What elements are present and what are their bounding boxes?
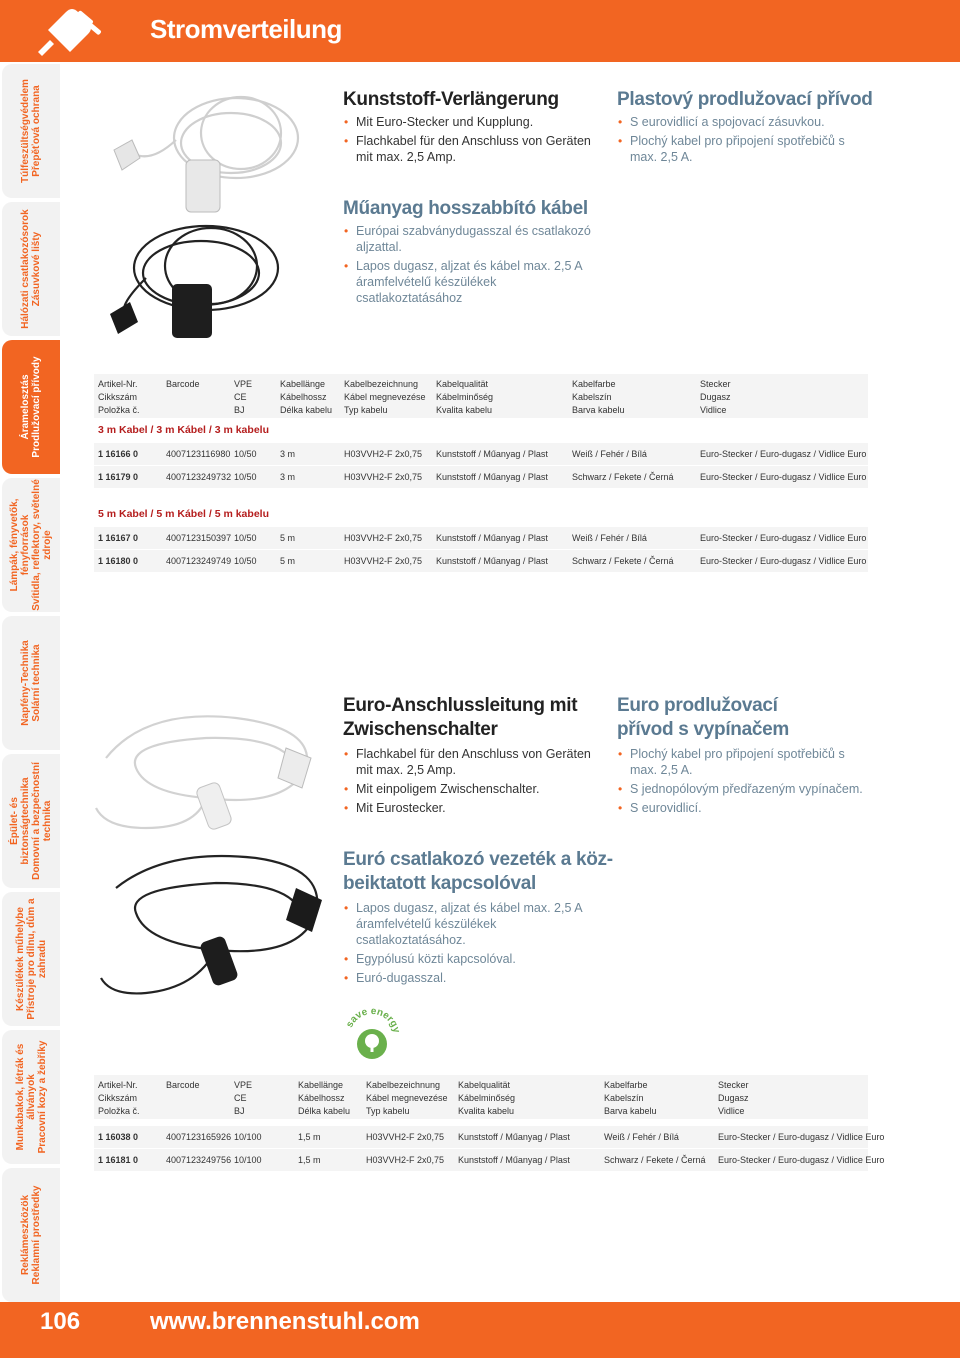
product2-title-cz: Euro prodlužovací přívod s vypínačem	[617, 695, 790, 740]
page-header	[0, 0, 960, 62]
product2-spec-table	[94, 1075, 885, 1171]
bullet: • S jednopólovým předřazeným vypínačem.	[617, 781, 867, 797]
sidebar-tab-ladders[interactable]: Munkabakok, létrák és állványok Pracovní kozy a žebříky	[2, 1030, 60, 1164]
product1-bullets-cz	[617, 114, 857, 168]
bullet: • Lapos dugasz, aljzat és kábel max. 2,5 A áramfelvételű készülékek csatlakoztatásához.	[343, 900, 583, 948]
sidebar-tab-surge-protection[interactable]: Túlfeszültségvédelem Přepěťová ochrana	[2, 64, 60, 198]
bullet: • S eurovidlicí.	[617, 800, 867, 816]
bullet: • Plochý kabel pro připojení spotřebičů s max. 2,5 A.	[617, 746, 867, 778]
bullet: • Mit Euro-Stecker und Kupplung.	[343, 114, 593, 130]
page-title: Stromverteilung	[150, 14, 342, 44]
sidebar-tab-workshop-devices[interactable]: Készülékek műhelybe Přístroje pro dílnu, dům a zahradu	[2, 892, 60, 1026]
bullet: • Európai szabványdugasszal és csatlakozó aljzattal.	[343, 223, 603, 255]
table-group-heading: 3 m Kabel / 3 m Kábel / 3 m kabelu	[94, 418, 868, 442]
sidebar-tab-solar[interactable]: Napfény-Technika Solární technika	[2, 616, 60, 750]
product2-bullets-cz	[617, 746, 867, 819]
product1-title-de: Kunststoff-Verlängerung	[343, 89, 559, 110]
switched-cable-photo	[86, 688, 336, 1048]
bullet: • Plochý kabel pro připojení spotřebičů s max. 2,5 A.	[617, 133, 857, 165]
bullet: • S eurovidlicí a spojovací zásuvkou.	[617, 114, 857, 130]
bullet: • Flachkabel für den Anschluss von Geräten mit max. 2,5 Amp.	[343, 133, 593, 165]
extension-cable-photo	[86, 78, 322, 348]
category-sidebar	[0, 62, 62, 1302]
bullet: • Egypólusú közti kapcsolóval.	[343, 951, 583, 967]
table-row: 1 16166 0 4007123116980 10/50 3 m H03VVH2-F 2x0,75 Kunststoff / Műanyag / Plast Weiß / Fehér / Bílá Euro-Stecker / Euro-dugasz / Vidlice Euro	[94, 442, 868, 465]
table-row: 1 16179 0 4007123249732 10/50 3 m H03VVH2-F 2x0,75 Kunststoff / Műanyag / Plast Schwarz / Fekete / Černá Euro-Stecker / Euro-dugasz / Vidlice Euro	[94, 465, 868, 488]
bullet: • Lapos dugasz, aljzat és kábel max. 2,5 A áramfelvételű készülékek csatlakoztatásához	[343, 258, 603, 306]
table-header: Artikel-Nr. Cikkszám Položka č. Barcode VPE CE BJ Kabellänge Kábelhossz Délka kabelu Kabelbezeichnung Kábel megnevezése Typ kabelu Kabelqualität Kábelminőség Kvalita kabelu Kabelfarbe Kabelszín Barva kabelu Stecker Dugasz Vidlice	[98, 1080, 749, 1116]
product1-spec-table	[94, 374, 868, 572]
product2-bullets-hu	[343, 900, 583, 989]
product2-bullets-de	[343, 746, 593, 819]
product1-bullets-de	[343, 114, 593, 168]
bullet: • Mit einpoligem Zwischenschalter.	[343, 781, 593, 797]
sidebar-tab-power-distribution[interactable]: Áramelosztás Prodlužovací přívody	[2, 340, 60, 474]
sidebar-tab-lamps[interactable]: Lámpák, fényvetők, fényforrások Svítidla, reflektory, světelné zdroje	[2, 478, 60, 612]
bullet: • Flachkabel für den Anschluss von Geräten mit max. 2,5 Amp.	[343, 746, 593, 778]
save-energy-badge	[340, 1000, 404, 1064]
product1-title-hu: Műanyag hosszabbító kábel	[343, 198, 588, 219]
bullet: • Euró-dugasszal.	[343, 970, 583, 986]
table-row: 1 16038 0 4007123165926 10/100 1,5 m H03VVH2-F 2x0,75 Kunststoff / Műanyag / Plast Weiß / Fehér / Bílá Euro-Stecker / Euro-dugasz / Vidlice Euro	[94, 1125, 868, 1148]
product1-title-cz: Plastový prodlužovací přívod	[617, 89, 873, 110]
table-row: 1 16180 0 4007123249749 10/50 5 m H03VVH2-F 2x0,75 Kunststoff / Műanyag / Plast Schwarz / Fekete / Černá Euro-Stecker / Euro-dugasz / Vidlice Euro	[94, 549, 868, 572]
product2-title-hu: Euró csatlakozó vezeték a köz- beiktatott kapcsolóval	[343, 849, 613, 894]
product1-bullets-hu	[343, 223, 603, 309]
website-link[interactable]: www.brennenstuhl.com	[150, 1308, 420, 1335]
table-header: Artikel-Nr. Cikkszám Položka č. Barcode VPE CE BJ Kabellänge Kábelhossz Délka kabelu Kabelbezeichnung Kábel megnevezése Typ kabelu Kabelqualität Kábelminőség Kvalita kabelu Kabelfarbe Kabelszín Barva kabelu Stecker Dugasz Vidlice	[98, 379, 731, 415]
product2-title-de: Euro-Anschlussleitung mit Zwischenschalter	[343, 695, 578, 740]
table-row: 1 16181 0 4007123249756 10/100 1,5 m H03VVH2-F 2x0,75 Kunststoff / Műanyag / Plast Schwarz / Fekete / Černá Euro-Stecker / Euro-dugasz / Vidlice Euro	[94, 1148, 868, 1171]
bullet: • Mit Eurostecker.	[343, 800, 593, 816]
page-footer	[0, 1302, 960, 1358]
table-row: 1 16167 0 4007123150397 10/50 5 m H03VVH2-F 2x0,75 Kunststoff / Műanyag / Plast Weiß / Fehér / Bílá Euro-Stecker / Euro-dugasz / Vidlice Euro	[94, 526, 868, 549]
sidebar-tab-advertising[interactable]: Reklámeszközök Reklamní prostředky	[2, 1168, 60, 1302]
sidebar-tab-building-security[interactable]: Épület- és biztonságtechnika Domovní a bezpečnostní technika	[2, 754, 60, 888]
sidebar-tab-power-strips[interactable]: Hálózati csatlakozósorok Zásuvkové lišty	[2, 202, 60, 336]
table-group-heading: 5 m Kabel / 5 m Kábel / 5 m kabelu	[94, 502, 868, 526]
svg-text:save energy: save energy	[344, 1005, 402, 1034]
plug-icon	[28, 8, 108, 58]
page-number: 106	[40, 1308, 81, 1335]
